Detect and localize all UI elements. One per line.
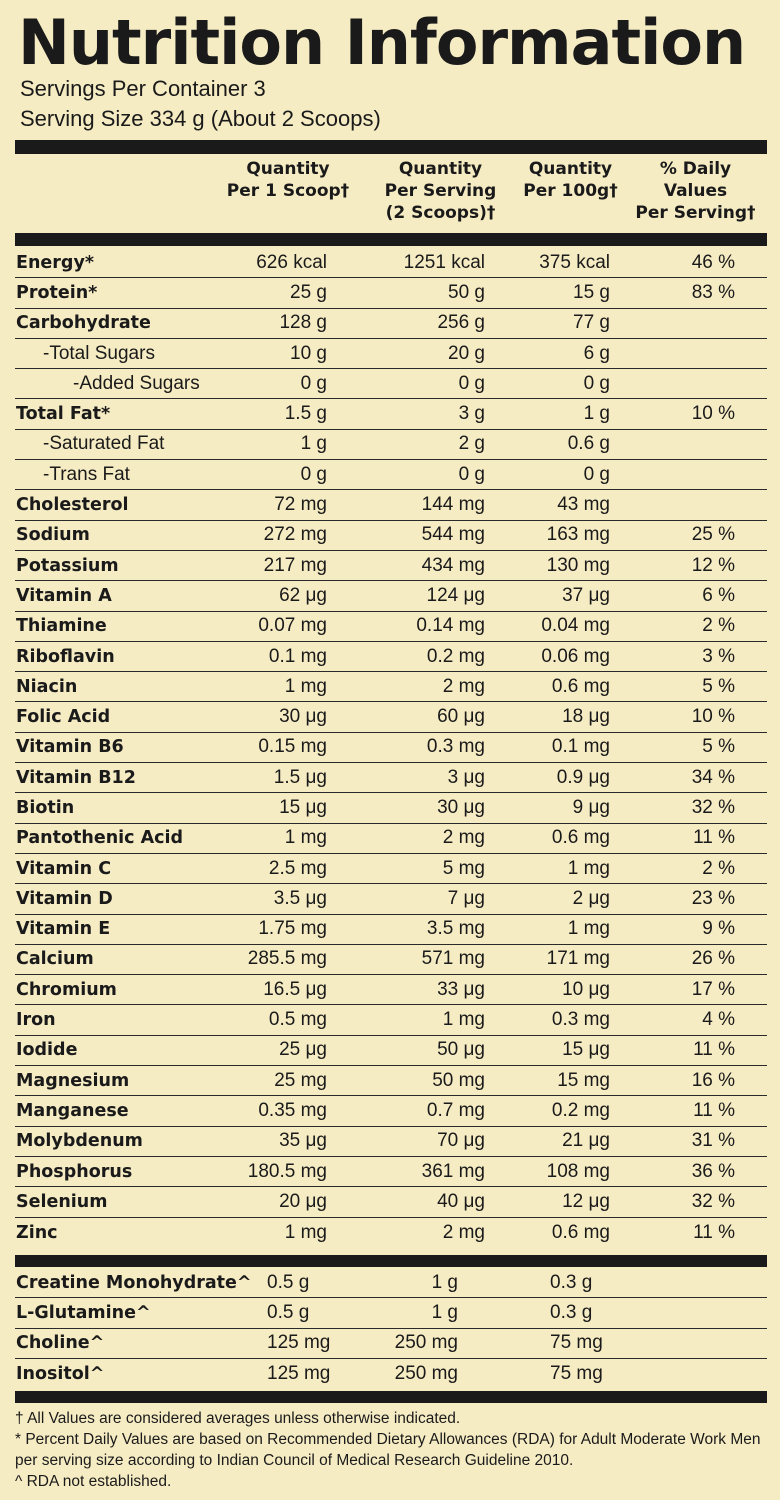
value-per-serving: 7 μg (447, 887, 485, 909)
serving-size: Serving Size 334 g (About 2 Scoops) (20, 106, 381, 131)
table-row (15, 309, 767, 339)
table-row (15, 1066, 767, 1096)
table-row (15, 854, 767, 884)
value-daily-percent: 10 % (691, 403, 735, 425)
nutrient-name: Molybdenum (16, 1131, 143, 1152)
nutrient-name: Niacin (16, 676, 78, 697)
value-daily-percent: 34 % (691, 766, 735, 788)
value-per-serving: 1 mg (442, 1009, 485, 1031)
nutrient-name: -Trans Fat (43, 463, 130, 485)
value-per-serving: 2 mg (442, 675, 485, 697)
table-row (15, 1359, 767, 1389)
value-daily-percent: 6 % (702, 584, 735, 606)
value-per-serving: 0.3 mg (426, 736, 485, 758)
nutrient-name: L-Glutamine^ (16, 1302, 151, 1323)
value-per-100g: 21 μg (562, 1130, 610, 1152)
value-per-100g: 18 μg (562, 706, 610, 728)
value-per-100g: 0.3 mg (551, 1009, 610, 1031)
value-per-scoop: 626 kcal (256, 251, 327, 273)
nutrient-table (15, 248, 767, 1248)
footnote-daily-values: * Percent Daily Values are based on Recommended Dietary Allowances (RDA) for Adult Moderate Work Men per serving size according to Indian Council of Medical Research Guideline 2010. (15, 1431, 761, 1469)
value-per-scoop: 125 mg (267, 1363, 331, 1385)
value-per-scoop: 25 g (290, 281, 327, 303)
value-per-scoop: 30 μg (279, 706, 327, 728)
value-per-scoop: 180.5 mg (247, 1160, 327, 1182)
nutrient-name: -Total Sugars (43, 342, 155, 364)
nutrient-name: Energy* (16, 252, 94, 273)
section-rule (15, 1255, 767, 1267)
value-per-scoop: 20 μg (279, 1190, 327, 1212)
nutrient-name: Carbohydrate (16, 313, 151, 334)
value-per-scoop: 25 μg (279, 1039, 327, 1061)
value-per-100g: 108 mg (546, 1160, 610, 1182)
value-per-serving: 50 mg (432, 1069, 485, 1091)
value-per-100g: 75 mg (550, 1363, 603, 1385)
header-rule (15, 233, 767, 246)
value-per-scoop: 16.5 μg (263, 978, 327, 1000)
nutrient-name: Manganese (16, 1100, 129, 1121)
table-row (15, 278, 767, 308)
nutrient-name: Selenium (16, 1191, 108, 1212)
table-row (15, 612, 767, 642)
value-per-serving: 0 g (458, 372, 485, 394)
table-row (15, 702, 767, 732)
table-row (15, 763, 767, 793)
value-per-scoop: 72 mg (274, 494, 327, 516)
value-per-100g: 75 mg (550, 1332, 603, 1354)
value-daily-percent: 11 % (693, 1099, 735, 1121)
table-row (15, 581, 767, 611)
value-per-serving: 30 μg (437, 796, 485, 818)
bottom-rule (15, 1391, 767, 1403)
value-per-100g: 0.3 g (550, 1271, 593, 1293)
nutrient-name: Vitamin A (16, 585, 112, 606)
value-per-serving: 250 mg (394, 1363, 458, 1385)
value-per-scoop: 1 mg (284, 1221, 327, 1243)
value-per-serving: 2 g (458, 433, 485, 455)
table-row (15, 460, 767, 490)
value-per-serving: 2 mg (442, 827, 485, 849)
table-row (15, 1127, 767, 1157)
value-per-scoop: 35 μg (279, 1130, 327, 1152)
value-per-100g: 0.3 g (550, 1301, 593, 1323)
value-per-scoop: 217 mg (263, 554, 327, 576)
table-row (15, 945, 767, 975)
value-daily-percent: 5 % (702, 736, 735, 758)
footnotes (15, 1408, 767, 1492)
value-per-scoop: 15 μg (279, 796, 327, 818)
table-row (15, 915, 767, 945)
value-per-100g: 15 g (573, 281, 610, 303)
col-header-per-scoop: Quantity Per 1 Scoop† (226, 159, 350, 201)
value-daily-percent: 31 % (691, 1130, 735, 1152)
value-per-serving: 2 mg (442, 1221, 485, 1243)
value-per-100g: 171 mg (546, 948, 610, 970)
value-per-scoop: 272 mg (263, 524, 327, 546)
nutrient-name: Vitamin C (16, 858, 112, 879)
value-per-serving: 5 mg (442, 857, 485, 879)
nutrient-name: Thiamine (16, 616, 107, 637)
value-per-100g: 0.2 mg (551, 1099, 610, 1121)
value-per-serving: 3.5 mg (426, 918, 485, 940)
table-row (15, 793, 767, 823)
value-daily-percent: 2 % (702, 615, 735, 637)
value-per-serving: 20 g (448, 342, 485, 364)
value-per-serving: 3 g (458, 403, 485, 425)
value-per-scoop: 1 mg (284, 827, 327, 849)
value-per-100g: 0.1 mg (551, 736, 610, 758)
nutrient-name: Calcium (16, 949, 94, 970)
value-per-100g: 0.04 mg (541, 615, 610, 637)
table-row (15, 824, 767, 854)
nutrient-name: Vitamin B12 (16, 767, 136, 788)
value-per-serving: 40 μg (437, 1190, 485, 1212)
nutrient-name: Iodide (16, 1040, 78, 1061)
value-per-serving: 60 μg (437, 706, 485, 728)
value-per-serving: 256 g (437, 312, 485, 334)
col-header-per-serving: Quantity Per Serving (2 Scoops)† (384, 159, 497, 223)
table-row (15, 521, 767, 551)
value-per-100g: 1 mg (567, 857, 610, 879)
nutrient-name: Riboflavin (16, 646, 115, 667)
value-per-100g: 163 mg (546, 524, 610, 546)
value-daily-percent: 32 % (691, 1190, 735, 1212)
value-daily-percent: 2 % (702, 857, 735, 879)
value-per-scoop: 1 g (300, 433, 327, 455)
table-row (15, 733, 767, 763)
value-per-scoop: 0.5 g (267, 1301, 310, 1323)
value-per-100g: 1 mg (567, 918, 610, 940)
value-per-serving: 70 μg (437, 1130, 485, 1152)
nutrient-name: Vitamin B6 (16, 737, 124, 758)
value-per-serving: 50 μg (437, 1039, 485, 1061)
nutrient-name: Cholesterol (16, 495, 129, 516)
value-per-scoop: 0.15 mg (258, 736, 327, 758)
table-row (15, 399, 767, 429)
table-row (15, 490, 767, 520)
table-row (15, 1298, 767, 1328)
table-row (15, 1218, 767, 1248)
value-per-scoop: 0 g (300, 372, 327, 394)
value-per-scoop: 25 mg (274, 1069, 327, 1091)
value-daily-percent: 11 % (693, 1221, 735, 1243)
nutrient-name: Inositol^ (16, 1364, 105, 1385)
value-per-scoop: 128 g (279, 312, 327, 334)
nutrient-name: Sodium (16, 525, 90, 546)
value-per-100g: 15 mg (557, 1069, 610, 1091)
nutrient-name: Total Fat* (16, 404, 111, 425)
table-row (15, 551, 767, 581)
value-per-scoop: 1 mg (284, 675, 327, 697)
table-row (15, 430, 767, 460)
value-per-100g: 43 mg (557, 494, 610, 516)
table-row (15, 1187, 767, 1217)
nutrient-name: -Saturated Fat (43, 433, 165, 455)
nutrient-name: Phosphorus (16, 1161, 133, 1182)
nutrient-name: Iron (16, 1010, 56, 1031)
nutrient-name: Pantothenic Acid (16, 828, 184, 849)
value-per-serving: 0 g (458, 463, 485, 485)
value-per-100g: 0 g (583, 372, 610, 394)
value-per-serving: 1 g (431, 1301, 458, 1323)
value-per-100g: 0.6 mg (551, 827, 610, 849)
nutrient-name: Choline^ (16, 1333, 105, 1354)
servings-per-container: Servings Per Container 3 (20, 76, 266, 101)
supplement-table (15, 1268, 767, 1389)
value-per-100g: 0.6 g (567, 433, 610, 455)
value-per-100g: 0.6 mg (551, 675, 610, 697)
value-daily-percent: 11 % (693, 1039, 735, 1061)
value-daily-percent: 32 % (691, 796, 735, 818)
value-per-100g: 0 g (583, 463, 610, 485)
table-row (15, 369, 767, 399)
value-per-scoop: 0.5 mg (268, 1009, 327, 1031)
col-header-per-100g: Quantity Per 100g† (523, 159, 618, 201)
nutrient-name: Chromium (16, 979, 117, 1000)
nutrient-name: Potassium (16, 555, 119, 576)
top-rule (15, 140, 767, 154)
value-per-scoop: 2.5 mg (268, 857, 327, 879)
value-per-scoop: 1.75 mg (258, 918, 327, 940)
nutrient-name: Magnesium (16, 1070, 130, 1091)
value-per-scoop: 285.5 mg (247, 948, 327, 970)
value-per-serving: 361 mg (421, 1160, 485, 1182)
table-row (15, 1096, 767, 1126)
value-per-serving: 0.2 mg (426, 645, 485, 667)
value-per-serving: 250 mg (394, 1332, 458, 1354)
value-daily-percent: 46 % (691, 251, 735, 273)
value-per-scoop: 1.5 μg (273, 766, 327, 788)
value-per-serving: 571 mg (421, 948, 485, 970)
value-daily-percent: 26 % (691, 948, 735, 970)
value-per-serving: 124 μg (426, 584, 485, 606)
value-daily-percent: 36 % (691, 1160, 735, 1182)
table-row (15, 642, 767, 672)
value-per-100g: 0.9 μg (556, 766, 610, 788)
table-row (15, 672, 767, 702)
value-daily-percent: 5 % (702, 675, 735, 697)
table-row (15, 339, 767, 369)
value-per-serving: 33 μg (437, 978, 485, 1000)
value-daily-percent: 25 % (691, 524, 735, 546)
table-row (15, 248, 767, 278)
value-per-serving: 1251 kcal (403, 251, 485, 273)
value-per-scoop: 0.5 g (267, 1271, 310, 1293)
nutrient-name: Creatine Monohydrate^ (16, 1272, 252, 1293)
value-daily-percent: 3 % (702, 645, 735, 667)
value-per-serving: 0.7 mg (426, 1099, 485, 1121)
value-per-serving: 0.14 mg (416, 615, 485, 637)
nutrient-name: Vitamin E (16, 919, 111, 940)
value-per-serving: 50 g (448, 281, 485, 303)
value-daily-percent: 17 % (691, 978, 735, 1000)
value-per-scoop: 3.5 μg (273, 887, 327, 909)
nutrient-name: -Added Sugars (73, 372, 200, 394)
value-per-scoop: 0.07 mg (258, 615, 327, 637)
value-per-100g: 15 μg (562, 1039, 610, 1061)
value-daily-percent: 9 % (702, 918, 735, 940)
table-row (15, 1157, 767, 1187)
value-per-scoop: 62 μg (279, 584, 327, 606)
value-per-100g: 10 μg (562, 978, 610, 1000)
footnote-rda: ^ RDA not established. (15, 1473, 172, 1490)
table-row (15, 1329, 767, 1359)
value-per-serving: 544 mg (421, 524, 485, 546)
value-per-100g: 2 μg (572, 887, 610, 909)
value-per-serving: 3 μg (447, 766, 485, 788)
value-per-serving: 1 g (431, 1271, 458, 1293)
value-per-scoop: 0.35 mg (258, 1099, 327, 1121)
nutrient-name: Biotin (16, 797, 75, 818)
table-row (15, 884, 767, 914)
value-per-100g: 0.06 mg (541, 645, 610, 667)
value-per-100g: 9 μg (572, 796, 610, 818)
value-daily-percent: 10 % (691, 706, 735, 728)
value-per-scoop: 10 g (290, 342, 327, 364)
value-per-scoop: 0.1 mg (268, 645, 327, 667)
value-per-100g: 375 kcal (539, 251, 610, 273)
value-per-serving: 434 mg (421, 554, 485, 576)
value-daily-percent: 4 % (702, 1009, 735, 1031)
col-header-daily-values: % Daily Values Per Serving† (635, 159, 756, 223)
value-per-100g: 1 g (583, 403, 610, 425)
value-daily-percent: 23 % (691, 887, 735, 909)
nutrient-name: Vitamin D (16, 888, 113, 909)
value-per-100g: 130 mg (546, 554, 610, 576)
table-row (15, 975, 767, 1005)
value-per-100g: 12 μg (562, 1190, 610, 1212)
value-per-100g: 6 g (583, 342, 610, 364)
nutrient-name: Folic Acid (16, 707, 111, 728)
nutrient-name: Zinc (16, 1222, 58, 1243)
value-per-100g: 0.6 mg (551, 1221, 610, 1243)
value-daily-percent: 16 % (691, 1069, 735, 1091)
value-per-scoop: 0 g (300, 463, 327, 485)
table-row (15, 1036, 767, 1066)
table-row (15, 1005, 767, 1035)
value-per-100g: 37 μg (562, 584, 610, 606)
footnote-averages: † All Values are considered averages unless otherwise indicated. (15, 1410, 461, 1427)
nutrient-name: Protein* (16, 282, 98, 303)
value-per-100g: 77 g (573, 312, 610, 334)
label-title: Nutrition Information (18, 6, 746, 79)
table-row (15, 1268, 767, 1298)
value-per-serving: 144 mg (421, 494, 485, 516)
value-daily-percent: 83 % (691, 281, 735, 303)
value-per-scoop: 125 mg (267, 1332, 331, 1354)
value-per-scoop: 1.5 g (284, 403, 327, 425)
value-daily-percent: 11 % (693, 827, 735, 849)
value-daily-percent: 12 % (691, 554, 735, 576)
